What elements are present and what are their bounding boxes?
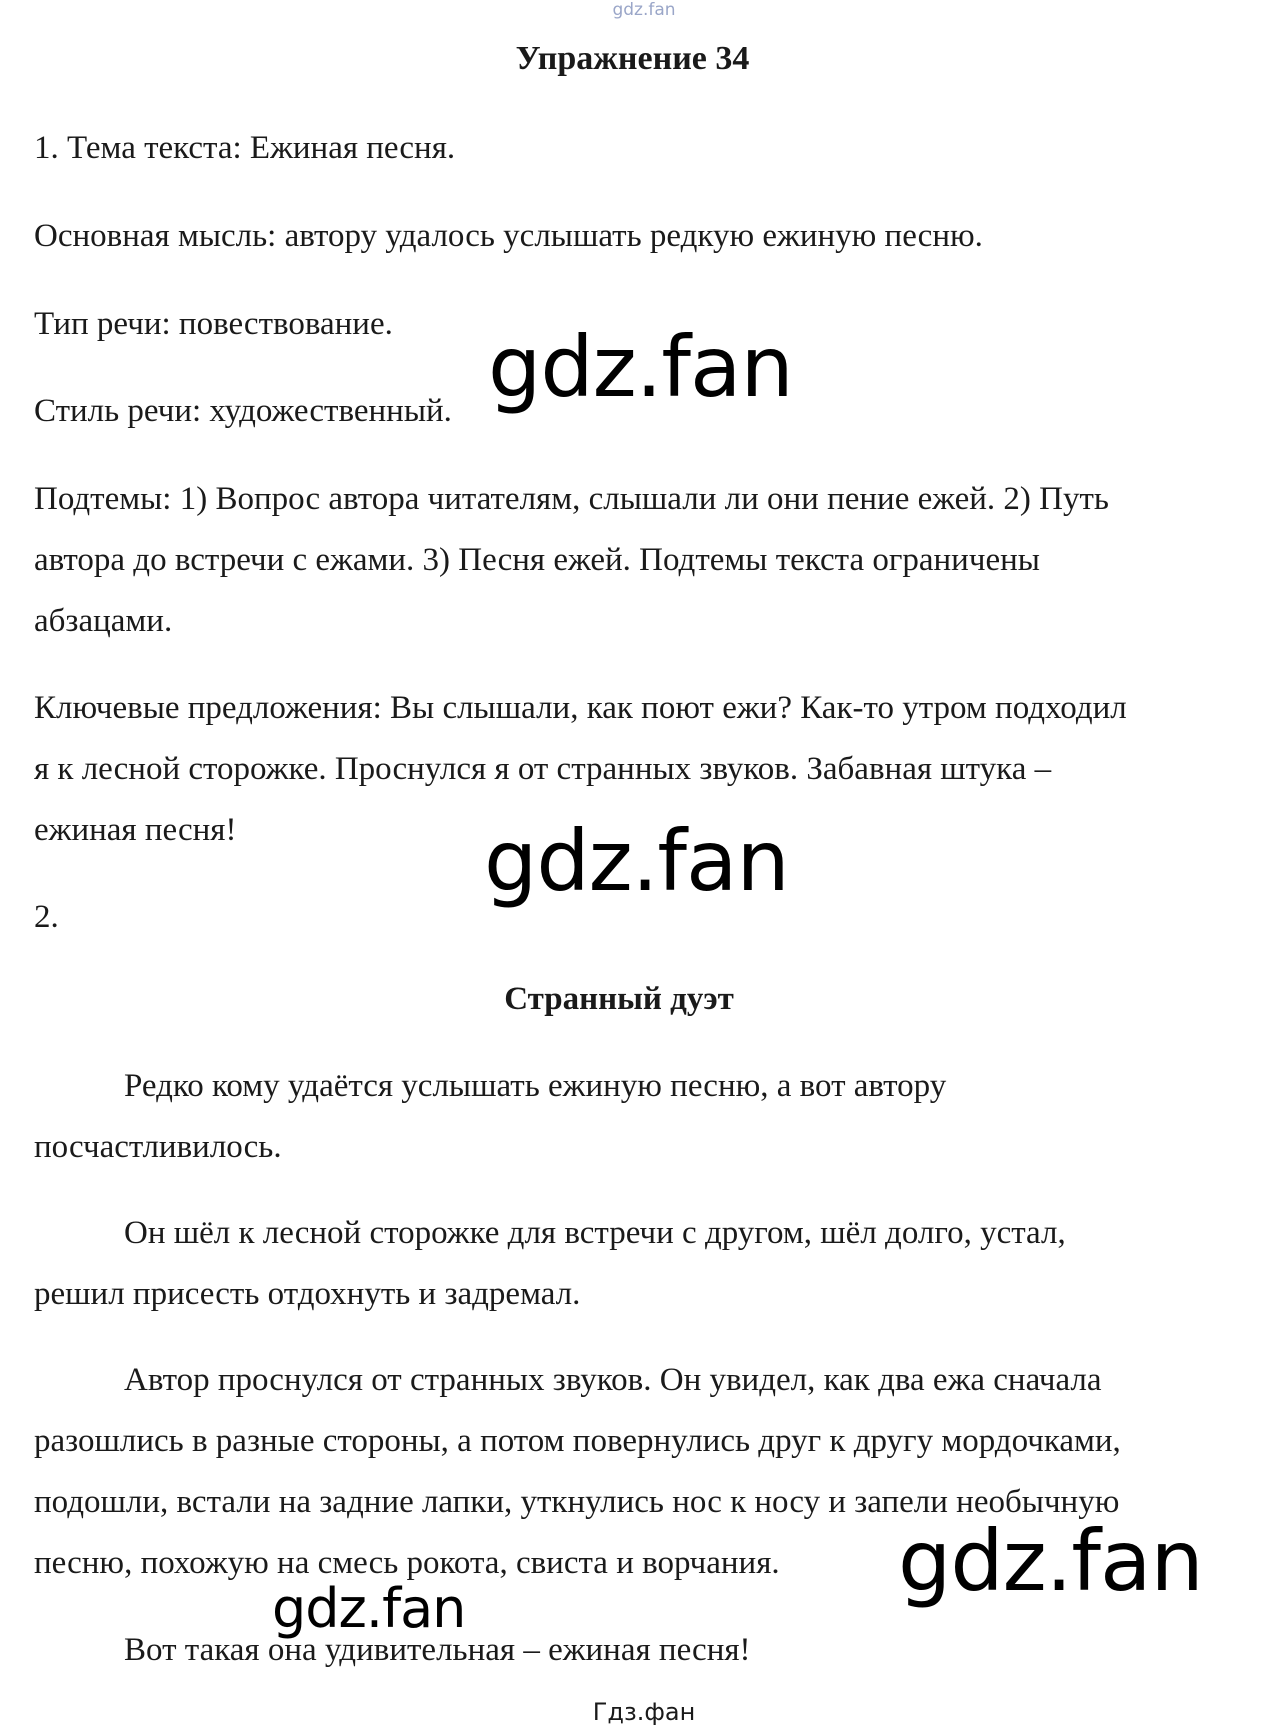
subthemes-line: абзацами. [34, 603, 173, 639]
top-watermark: gdz.fan [612, 0, 676, 20]
watermark: gdz.fan [272, 1577, 466, 1640]
key-sentences-line: Ключевые предложения: Вы слышали, как поют ежи? Как-то утром подходил [34, 690, 1127, 726]
section-number: 2. [34, 899, 59, 935]
footer-caption: Гдз.фан [592, 1698, 696, 1726]
text-theme: 1. Тема текста: Ежиная песня. [34, 130, 456, 166]
subthemes-line: автора до встречи с ежами. 3) Песня ежей. Подтемы текста ограничены [34, 542, 1040, 578]
paragraph-line: Вот такая она удивительная – ежиная песня! [124, 1632, 751, 1668]
subthemes-line: Подтемы: 1) Вопрос автора читателям, слышали ли они пение ежей. 2) Путь [34, 481, 1109, 517]
paragraph-line: разошлись в разные стороны, а потом повернулись друг к другу мордочками, [34, 1423, 1121, 1459]
text-speech-type: Тип речи: повествование. [34, 306, 393, 342]
exercise-title: Упражнение 34 [515, 40, 750, 77]
paragraph-line: решил присесть отдохнуть и задремал. [34, 1276, 581, 1312]
watermark: gdz.fan [898, 1512, 1203, 1610]
text-main-idea: Основная мысль: автору удалось услышать редкую ежиную песню. [34, 218, 983, 254]
paragraph-line: Автор проснулся от странных звуков. Он увидел, как два ежа сначала [124, 1362, 1102, 1398]
watermark: gdz.fan [484, 812, 789, 910]
paragraph-line: посчастливилось. [34, 1129, 282, 1165]
watermark: gdz.fan [488, 318, 793, 416]
key-sentences-line: я к лесной сторожке. Проснулся я от странных звуков. Забавная штука – [34, 751, 1052, 787]
key-sentences-line: ежиная песня! [34, 812, 237, 848]
paragraph-line: песню, похожую на смесь рокота, свиста и ворчания. [34, 1545, 780, 1581]
paragraph-line: Редко кому удаётся услышать ежиную песню, а вот автору [124, 1068, 947, 1104]
paragraph-line: подошли, встали на задние лапки, уткнулись нос к носу и запели необычную [34, 1484, 1120, 1520]
paragraph-line: Он шёл к лесной сторожке для встречи с другом, шёл долго, устал, [124, 1215, 1066, 1251]
story-subtitle: Странный дуэт [504, 981, 734, 1017]
text-speech-style: Стиль речи: художественный. [34, 393, 452, 429]
